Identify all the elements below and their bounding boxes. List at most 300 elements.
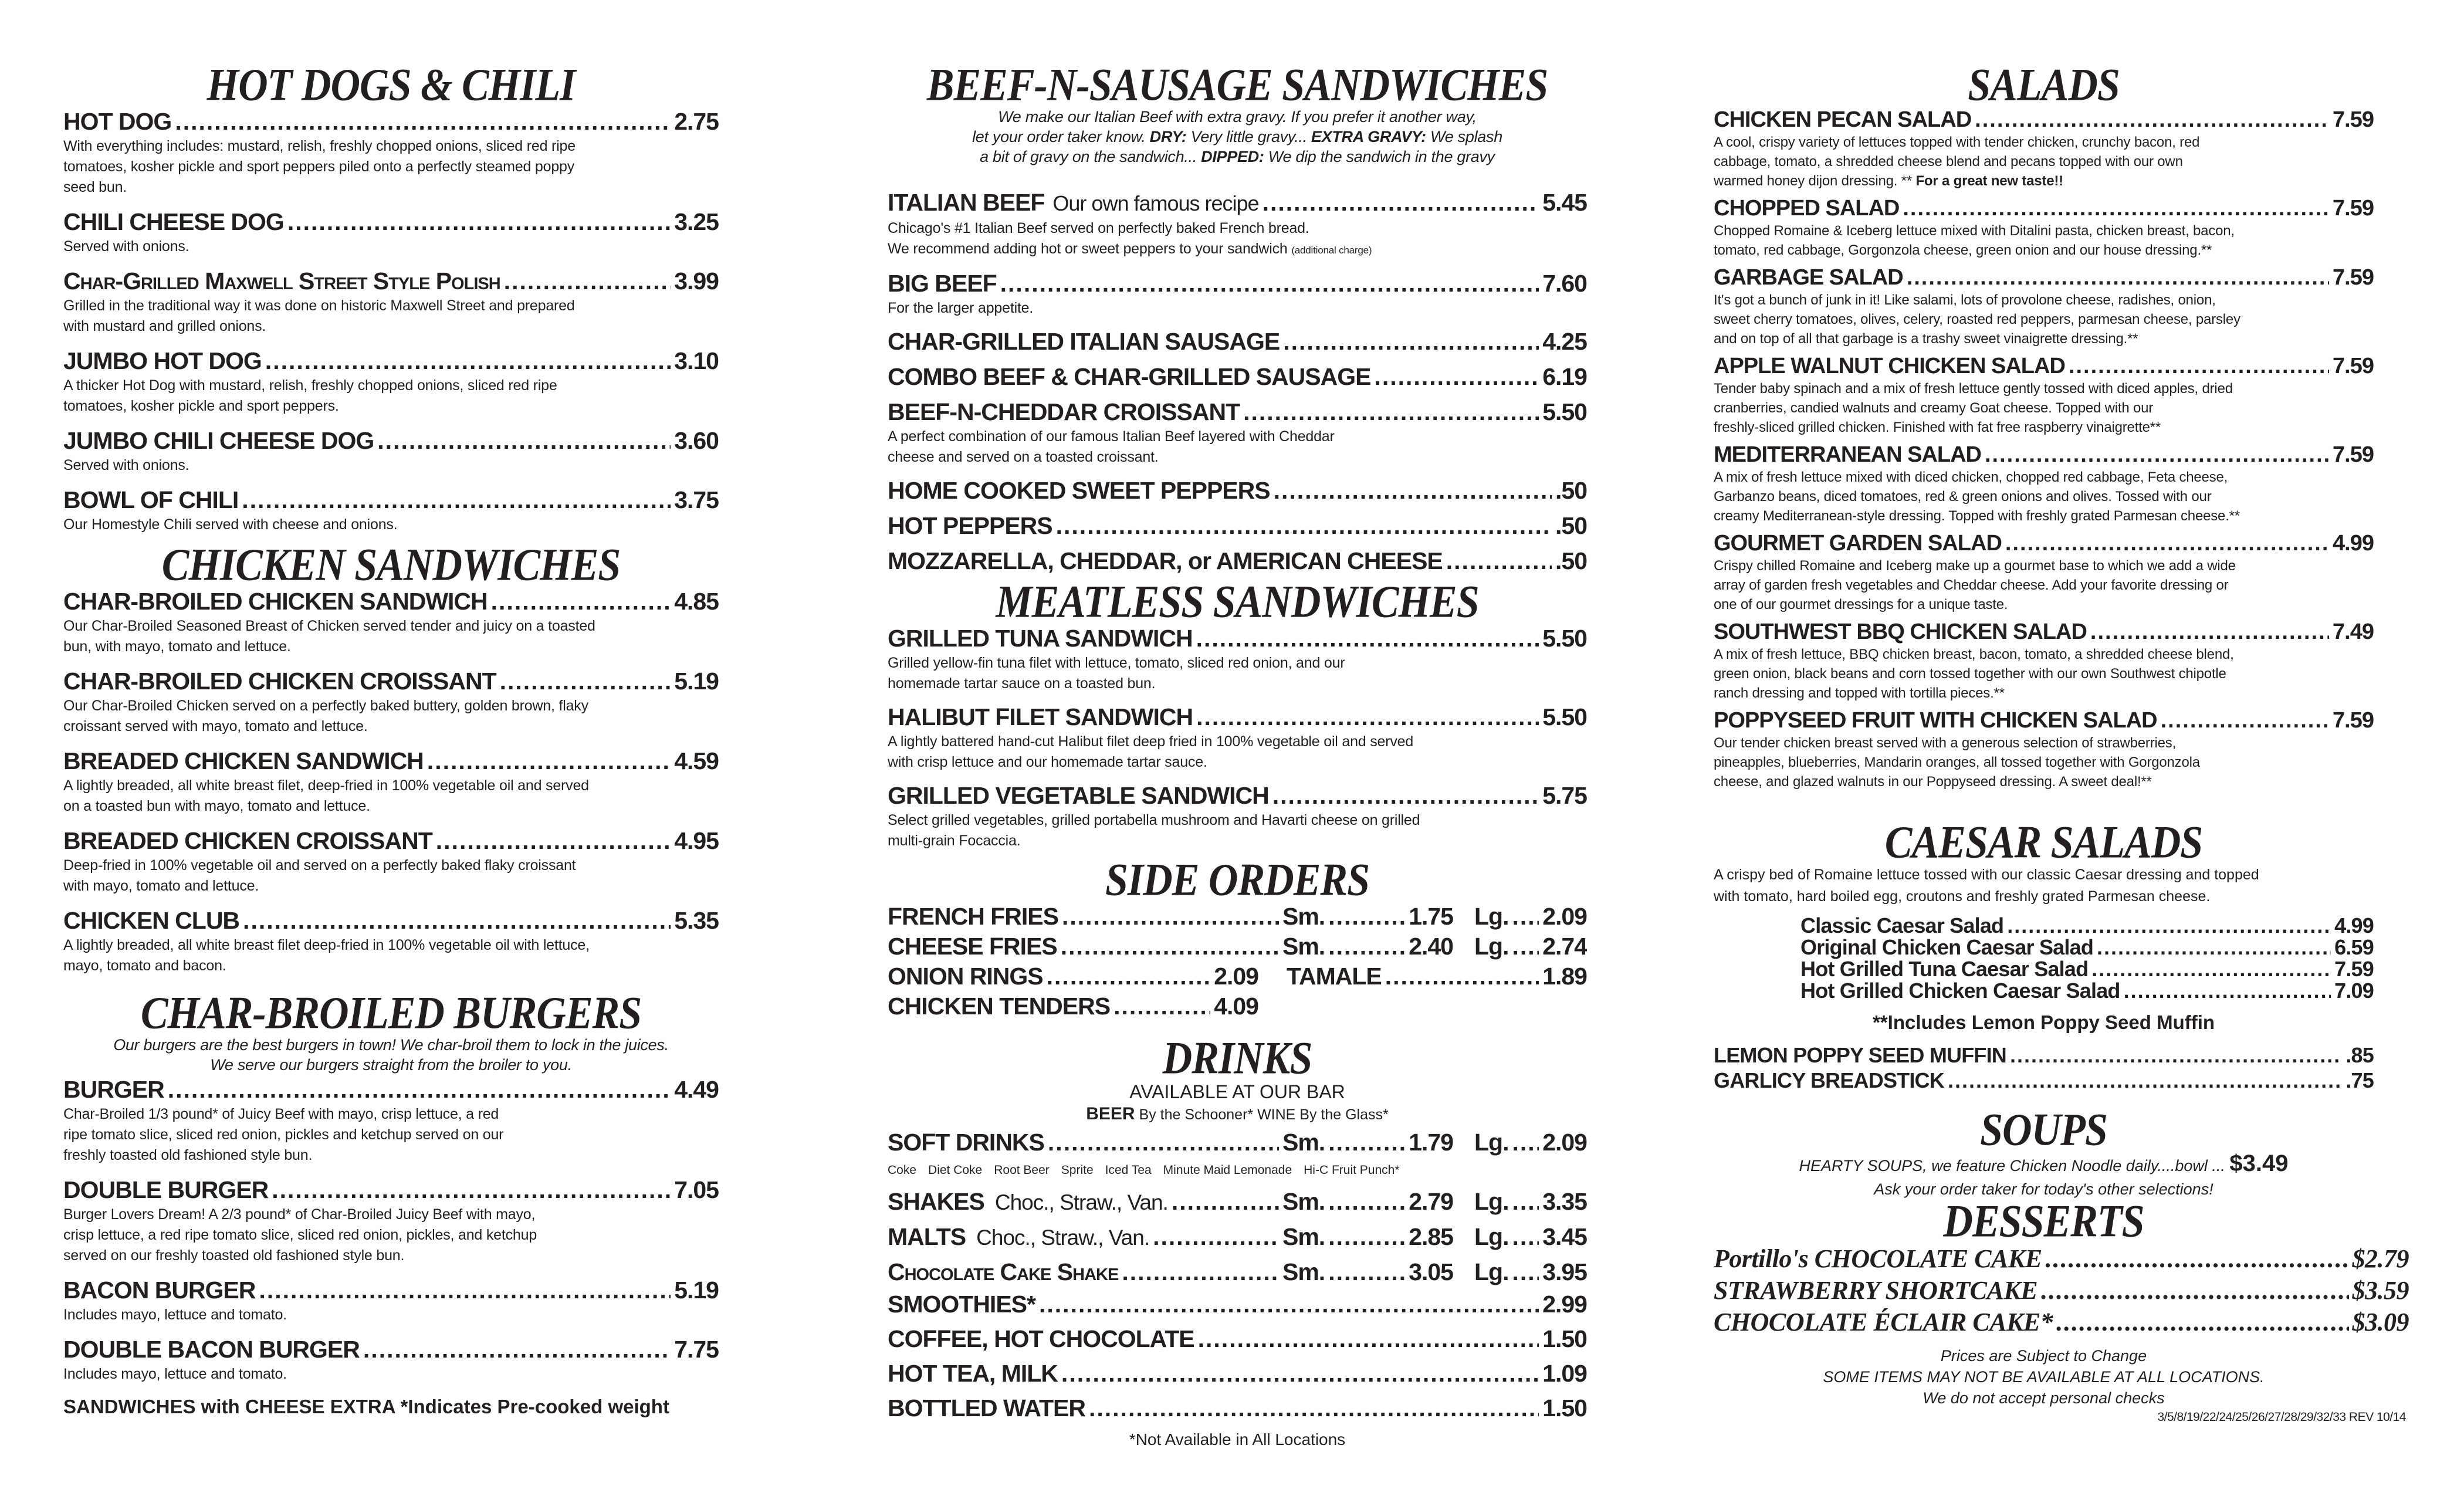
item-title-row <box>63 207 719 236</box>
menu-item <box>63 207 719 257</box>
dot-leader <box>1328 902 1405 932</box>
large-size-price <box>1474 1220 1587 1255</box>
large-size-price <box>1474 1255 1587 1289</box>
item-flavors: Choc., Straw., Van. <box>994 1190 1168 1214</box>
item-description: pineapples, blueberries, Mandarin oranges, all tossed together with Gorgonzola <box>1714 754 2200 770</box>
description-text: warmed honey dijon dressing. ** <box>1714 173 1916 189</box>
item-price: 2.40 <box>1409 933 1453 960</box>
item-price: 7.49 <box>2333 620 2374 644</box>
section-heading: CHICKEN SANDWICHES <box>161 540 621 591</box>
item-description: tomato, red cabbage, Gorgonzola cheese, green onion and our house dressing.** <box>1714 242 2212 258</box>
soft-drink-option: Sprite <box>1061 1163 1094 1177</box>
dot-leader <box>1089 1393 1539 1423</box>
item-description: A lightly battered hand-cut Halibut filet deep fried in 100% vegetable oil and served <box>888 733 1414 750</box>
side-order-row <box>888 962 1587 991</box>
item-price: 5.35 <box>674 907 719 934</box>
menu-footnote: SANDWICHES with CHEESE EXTRA *Indicates Pre-cooked weight <box>63 1396 669 1417</box>
menu-item <box>63 587 719 657</box>
item-description: ripe tomato slice, sliced red onion, pickles and ketchup served on our <box>63 1126 504 1143</box>
sized-item <box>888 932 1587 962</box>
item-price: 5.50 <box>1542 398 1587 425</box>
item-title-row <box>63 107 719 136</box>
small-size-price <box>1282 1184 1453 1220</box>
item-description: Crispy chilled Romaine and Iceberg make up a gourmet base to which we add a wide <box>1714 558 2236 574</box>
item-title-row <box>1714 442 2374 468</box>
dot-leader <box>1948 1068 2342 1093</box>
item-price: 4.09 <box>1214 993 1258 1020</box>
item-name: CHICKEN TENDERS <box>888 993 1111 1020</box>
emphasis-text: DRY: <box>1149 128 1187 145</box>
item-name: CHICKEN CLUB <box>63 907 240 934</box>
item-description: ranch dressing and topped with tortilla pieces.** <box>1714 685 2005 701</box>
dot-leader <box>1000 269 1539 298</box>
item-description: crisp lettuce, a red ripe tomato slice, sliced red onion, pickles, and ketchup <box>63 1227 537 1243</box>
text-segment: We make our Italian Beef with extra gravy. If you prefer it another way, <box>998 108 1477 126</box>
item-description: green onion, black beans and corn tossed together with our own Southwest chipotle <box>1714 666 2226 682</box>
item-price: 2.09 <box>1542 1129 1587 1156</box>
dot-leader <box>1328 1220 1405 1254</box>
item-title-row <box>63 266 719 296</box>
item-title-row <box>888 269 1587 298</box>
dot-leader <box>1061 932 1279 962</box>
dot-leader <box>265 346 671 375</box>
item-name: Hot Grilled Tuna Caesar Salad <box>1800 957 2089 981</box>
menu-item <box>888 1324 1587 1353</box>
size-label: Sm. <box>1282 1188 1325 1215</box>
item-name: Original Chicken Caesar Salad <box>1800 935 2094 959</box>
item-description: Deep-fried in 100% vegetable oil and served on a perfectly baked flaky croissant <box>63 857 576 874</box>
item-description: Garbanzo beans, diced tomatoes, red & green onions and olives. Tossed with our <box>1714 489 2212 505</box>
item-name: HALIBUT FILET SANDWICH <box>888 703 1193 730</box>
dot-leader <box>2097 936 2331 958</box>
item-name: BOTTLED WATER <box>888 1395 1085 1421</box>
menu-item <box>63 1175 719 1266</box>
item-description: cabbage, tomato, a shredded cheese blend and pecans topped with our own <box>1714 154 2183 170</box>
dot-leader <box>1172 1184 1279 1219</box>
dot-leader <box>377 426 671 455</box>
dot-leader <box>1283 327 1539 356</box>
middle-column <box>888 0 1587 1451</box>
menu-item <box>63 266 719 337</box>
item-name: MALTS <box>888 1223 966 1250</box>
item-title-row <box>888 1393 1587 1423</box>
item-title-row <box>63 426 719 455</box>
item-name: BIG BEEF <box>888 270 997 297</box>
soft-drink-list <box>888 1160 1587 1181</box>
item-price: .75 <box>2345 1068 2374 1092</box>
dot-leader <box>1907 265 2329 290</box>
dot-leader <box>1153 1220 1279 1254</box>
item-description: Includes mayo, lettuce and tomato. <box>63 1307 287 1323</box>
item-price: 7.59 <box>2333 265 2374 290</box>
item-name: GARBAGE SALAD <box>1714 265 1903 290</box>
menu-item <box>63 906 719 976</box>
item-description: Our Homestyle Chili served with cheese and onions. <box>63 516 398 533</box>
item-description: Chopped Romaine & Iceberg lettuce mixed with Ditalini pasta, chicken breast, bacon, <box>1714 223 2235 239</box>
item-title-row <box>63 1075 719 1104</box>
menu-item <box>888 1289 1587 1319</box>
dot-leader <box>272 1175 671 1204</box>
item-description: Burger Lovers Dream! A 2/3 pound* of Char-Broiled Juicy Beef with mayo, <box>63 1206 536 1223</box>
item-name: ITALIAN BEEF <box>888 189 1045 216</box>
menu-item <box>888 624 1587 694</box>
dot-leader <box>2046 1243 2349 1275</box>
item-price: 7.75 <box>674 1336 719 1363</box>
item-name: STRAWBERRY SHORTCAKE <box>1714 1276 2038 1305</box>
menu-item <box>63 826 719 896</box>
dot-leader <box>259 1275 671 1305</box>
dot-leader <box>2005 530 2329 556</box>
item-description: sweet cherry tomatoes, olives, celery, roasted red peppers, parmesan cheese, parsley <box>1714 312 2240 327</box>
item-title-row <box>63 587 719 616</box>
item-description: Served with onions. <box>63 457 189 473</box>
item-description: For the larger appetite. <box>888 300 1034 316</box>
item-name: APPLE WALNUT CHICKEN SALAD <box>1714 354 2065 378</box>
item-title-row <box>1714 195 2374 221</box>
item-description: Our Char-Broiled Chicken served on a perfectly baked buttery, golden brown, flaky <box>63 698 588 714</box>
item-name: SMOOTHIES* <box>888 1291 1035 1318</box>
caesar-item <box>1800 980 2374 1001</box>
item-title-row <box>63 746 719 776</box>
item-name: CHAR-BROILED CHICKEN CROISSANT <box>63 668 496 695</box>
dot-leader <box>1274 476 1552 505</box>
item-description: It's got a bunch of junk in it! Like salami, lots of provolone cheese, radishes, onion, <box>1714 292 2216 308</box>
item-description: A lightly breaded, all white breast filet, deep-fried in 100% vegetable oil and served <box>63 777 589 794</box>
item-name: COMBO BEEF & CHAR-GRILLED SAUSAGE <box>888 363 1371 390</box>
item-name: POPPYSEED FRUIT WITH CHICKEN SALAD <box>1714 708 2157 733</box>
item-name: GRILLED TUNA SANDWICH <box>888 625 1193 652</box>
item-description: tomatoes, kosher pickle and sport peppers. <box>63 398 339 414</box>
item-title-row <box>1714 708 2374 733</box>
muffin-note: **Includes Lemon Poppy Seed Muffin <box>1872 1011 2215 1033</box>
item-description: array of garden fresh vegetables and Cheddar cheese. Add your favorite dressing or <box>1714 577 2229 593</box>
caesar-item <box>1800 936 2374 958</box>
item-name: Char-Grilled Maxwell Street Style Polish <box>63 268 500 295</box>
item-price: 7.59 <box>2333 196 2374 221</box>
menu-item <box>63 1275 719 1325</box>
dot-leader <box>287 207 671 236</box>
soft-drink-option: Iced Tea <box>1105 1163 1152 1177</box>
item-description: with mayo, tomato and lettuce. <box>63 878 259 894</box>
item-name: HOT DOG <box>63 108 172 135</box>
dot-leader <box>1198 1324 1539 1353</box>
item-price: 2.09 <box>1214 963 1258 990</box>
item-price: 3.45 <box>1542 1223 1587 1250</box>
menu-item <box>888 188 1587 260</box>
dot-leader <box>1039 1289 1539 1319</box>
item-title-row <box>888 476 1587 505</box>
section-heading: SALADS <box>1968 60 2120 111</box>
item-price: 2.09 <box>1542 903 1587 930</box>
item-name: FRENCH FRIES <box>888 903 1058 930</box>
menu-item <box>888 781 1587 851</box>
item-price: 1.50 <box>1542 1395 1587 1421</box>
dot-leader <box>363 1335 671 1364</box>
dot-leader <box>2010 1043 2342 1068</box>
dot-leader <box>1243 397 1539 427</box>
menu-item <box>888 362 1587 391</box>
small-size-price <box>1282 1220 1453 1255</box>
item-name-cell <box>888 1255 1282 1289</box>
dot-leader <box>243 906 671 935</box>
dot-leader <box>1512 1220 1539 1254</box>
item-title-row <box>888 781 1587 810</box>
dot-leader <box>1512 1255 1539 1289</box>
sized-item <box>888 1255 1587 1289</box>
item-description: with mustard and grilled onions. <box>63 318 266 334</box>
item-name: Hot Grilled Chicken Caesar Salad <box>1800 979 2120 1003</box>
sized-item <box>888 1220 1587 1255</box>
item-name: SOUTHWEST BBQ CHICKEN SALAD <box>1714 620 2087 644</box>
dot-leader <box>1113 991 1210 1021</box>
dot-leader <box>1512 1184 1539 1219</box>
item-description: bun, with mayo, tomato and lettuce. <box>63 638 291 655</box>
item-price: 1.50 <box>1542 1325 1587 1352</box>
item-description: A lightly breaded, all white breast filet deep-fried in 100% vegetable oil with lettuce, <box>63 937 590 953</box>
item-title-row <box>888 702 1587 732</box>
menu-item <box>888 1393 1587 1423</box>
item-description: cheese, and glazed walnuts in our Poppyseed dressing. A sweet deal!** <box>1714 774 2152 790</box>
item-description: Char-Broiled 1/3 pound* of Juicy Beef with mayo, crisp lettuce, a red <box>63 1106 499 1122</box>
soft-drink-option: Diet Coke <box>928 1163 983 1177</box>
menu-item <box>1714 442 2374 526</box>
item-title-row <box>888 362 1587 391</box>
item-price: 1.09 <box>1542 1360 1587 1387</box>
item-price: 4.25 <box>1542 328 1587 355</box>
item-description: Our Char-Broiled Seasoned Breast of Chicken served tender and juicy on a toasted <box>63 618 595 634</box>
item-name: COFFEE, HOT CHOCOLATE <box>888 1325 1194 1352</box>
item-description: mayo, tomato and bacon. <box>63 957 226 974</box>
item-title-row <box>63 906 719 935</box>
dot-leader <box>1446 546 1552 576</box>
item-flavors: Choc., Straw., Van. <box>976 1226 1150 1250</box>
item-name-cell <box>888 1184 1282 1220</box>
item-description <box>888 239 1587 260</box>
dessert-item <box>1714 1275 2409 1307</box>
item-name: CHEESE FRIES <box>888 933 1057 960</box>
item-price: 3.05 <box>1409 1258 1453 1285</box>
item-name: CHILI CHEESE DOG <box>63 208 284 235</box>
item-description: and on top of all that garbage is a trashy sweet vinaigrette dressing.** <box>1714 331 2138 347</box>
item-description: cranberries, candied walnuts and creamy Goat cheese. Topped with our <box>1714 400 2154 416</box>
menu-item <box>888 511 1587 540</box>
item-price: $2.79 <box>2352 1244 2409 1273</box>
section-heading: CHAR-BROILED BURGERS <box>140 988 642 1039</box>
item-price: 7.59 <box>2334 957 2374 981</box>
menu-item <box>888 546 1587 576</box>
item-title-row <box>888 1289 1587 1319</box>
beer-wine-line <box>888 1104 1587 1125</box>
item-name: HOT TEA, MILK <box>888 1360 1058 1387</box>
size-label: Lg. <box>1474 1129 1509 1156</box>
menu-item <box>1714 353 2374 437</box>
description-aside: (additional charge) <box>1291 245 1372 256</box>
item-description: seed bun. <box>63 179 127 195</box>
size-label: Lg. <box>1474 903 1509 930</box>
text-segment: Our burgers are the best burgers in town! We char-broil them to lock in the juices. <box>113 1036 669 1054</box>
dot-leader <box>2161 708 2329 733</box>
item-name: BEEF-N-CHEDDAR CROISSANT <box>888 398 1240 425</box>
item-price: 5.45 <box>1542 189 1587 216</box>
item-title-row <box>63 485 719 515</box>
item-price: 2.99 <box>1542 1291 1587 1318</box>
dot-leader <box>1328 1125 1405 1160</box>
dot-leader <box>1985 442 2329 468</box>
item-price: 3.25 <box>674 208 719 235</box>
item-price: 5.19 <box>674 668 719 695</box>
dot-leader <box>1122 1255 1279 1289</box>
text-segment: let your order taker know. <box>972 128 1150 145</box>
revision-code: 3/5/8/19/22/24/25/26/27/28/29/32/33 REV 10/14 <box>2157 1410 2406 1424</box>
large-size-price <box>1474 1125 1587 1160</box>
item-title-row <box>1714 107 2374 133</box>
item-title-row <box>888 511 1587 540</box>
item-title-row <box>888 1324 1587 1353</box>
item-price: 7.59 <box>2333 708 2374 733</box>
dot-leader <box>1328 1255 1405 1289</box>
size-label: Lg. <box>1474 933 1509 960</box>
caesar-item <box>1800 958 2374 980</box>
item-title-row <box>888 624 1587 653</box>
item-description: creamy Mediterranean-style dressing. Topped with freshly grated Parmesan cheese.** <box>1714 508 2240 524</box>
menu-item <box>1714 619 2374 703</box>
intro-line <box>888 147 1587 167</box>
item-title-row <box>63 666 719 696</box>
menu-item <box>63 426 719 476</box>
item-price: .85 <box>2345 1043 2374 1067</box>
item-price: 3.60 <box>674 427 719 454</box>
dot-leader <box>1512 932 1539 962</box>
item-description: freshly-sliced grilled chicken. Finished with fat free raspberry vinaigrette** <box>1714 419 2161 435</box>
intro-line <box>63 1055 719 1075</box>
item-price: 2.75 <box>674 108 719 135</box>
item-name: HOME COOKED SWEET PEPPERS <box>888 477 1270 504</box>
size-label: Sm. <box>1282 1258 1325 1285</box>
dot-leader <box>1328 1184 1405 1219</box>
item-price: 6.59 <box>2334 935 2374 959</box>
item-price: 5.19 <box>674 1277 719 1304</box>
soft-drink-option: Hi-C Fruit Punch* <box>1304 1163 1400 1177</box>
item-price: 3.75 <box>674 486 719 513</box>
item-description: Select grilled vegetables, grilled portabella mushroom and Havarti cheese on grilled <box>888 812 1420 828</box>
soft-drink-option: Coke <box>888 1163 917 1177</box>
item-title-row <box>63 1335 719 1364</box>
caesar-description <box>1714 864 2374 908</box>
dot-leader <box>1512 1125 1539 1160</box>
dot-leader <box>1061 1359 1539 1388</box>
emphasis-text: BEER <box>1086 1104 1135 1123</box>
item-name: CHOCOLATE ÉCLAIR CAKE* <box>1714 1308 2053 1336</box>
item-name: GARLICY BREADSTICK <box>1714 1068 1944 1092</box>
item-price: 4.85 <box>674 588 719 615</box>
dot-leader <box>1056 511 1552 540</box>
item-price: 1.79 <box>1409 1129 1453 1156</box>
sized-item <box>888 902 1587 932</box>
dessert-item <box>1714 1243 2409 1275</box>
item-name: SHAKES <box>888 1188 984 1215</box>
sized-item <box>888 1125 1587 1160</box>
item-name-cell <box>888 932 1282 962</box>
dot-leader <box>1328 932 1405 962</box>
description-line: with tomato, hard boiled egg, croutons and freshly grated Parmesan cheese. <box>1714 888 2211 905</box>
large-size-price <box>1474 902 1587 932</box>
item-title-row <box>1714 265 2374 290</box>
menu-item <box>63 485 719 535</box>
small-size-price <box>1282 1255 1453 1289</box>
item-name: BOWL OF CHILI <box>63 486 239 513</box>
item-name: CHOPPED SALAD <box>1714 196 1900 221</box>
text-segment: a bit of gravy on the sandwich... <box>980 148 1201 165</box>
item-description: A mix of fresh lettuce mixed with diced chicken, chopped red cabbage, Feta cheese, <box>1714 469 2228 485</box>
item-name: BREADED CHICKEN CROISSANT <box>63 827 432 854</box>
item-name: JUMBO HOT DOG <box>63 347 262 374</box>
item-description: A thicker Hot Dog with mustard, relish, freshly chopped onions, sliced red ripe <box>63 377 557 394</box>
dot-leader <box>168 1075 671 1104</box>
menu-item <box>888 702 1587 773</box>
item-title-row <box>63 826 719 855</box>
dot-leader <box>1975 107 2329 133</box>
menu-item <box>888 397 1587 468</box>
size-label: Sm. <box>1282 1129 1325 1156</box>
menu-item <box>1714 107 2374 191</box>
item-description: With everything includes: mustard, relish, freshly chopped onions, sliced red ripe <box>63 138 576 154</box>
side-order-item <box>888 962 1258 991</box>
item-name-cell <box>888 1125 1282 1160</box>
item-name: DOUBLE BACON BURGER <box>63 1336 360 1363</box>
dot-leader <box>1374 362 1539 391</box>
item-description: A perfect combination of our famous Italian Beef layered with Cheddar <box>888 428 1335 445</box>
dot-leader <box>1062 902 1279 932</box>
item-title-row <box>63 1275 719 1305</box>
menu-item <box>63 107 719 198</box>
item-name: ONION RINGS <box>888 963 1043 990</box>
dot-leader <box>1512 902 1539 932</box>
item-price: 5.50 <box>1542 703 1587 730</box>
dot-leader <box>2090 619 2329 645</box>
extra-item <box>1714 1068 2374 1093</box>
item-price: 7.59 <box>2333 107 2374 132</box>
dessert-item <box>1714 1307 2409 1338</box>
item-name: JUMBO CHILI CHEESE DOG <box>63 427 374 454</box>
item-title-row <box>1714 353 2374 379</box>
item-description: Includes mayo, lettuce and tomato. <box>63 1366 287 1382</box>
item-description: with crisp lettuce and our homemade tartar sauce. <box>888 754 1207 770</box>
item-name: HOT PEPPERS <box>888 512 1052 539</box>
item-name: MOZZARELLA, CHEDDAR, or AMERICAN CHEESE <box>888 547 1443 574</box>
small-size-price <box>1282 902 1453 932</box>
text-segment: Ask your order taker for today's other selections! <box>1874 1180 2213 1198</box>
dot-leader <box>1263 188 1539 217</box>
item-price: 5.75 <box>1542 782 1587 809</box>
dot-leader <box>1196 624 1539 653</box>
item-description: on a toasted bun with mayo, tomato and lettuce. <box>63 798 370 814</box>
item-title-row <box>888 397 1587 427</box>
item-description: Grilled in the traditional way it was done on historic Maxwell Street and prepared <box>63 297 575 314</box>
size-label: Sm. <box>1282 903 1325 930</box>
section-heading: CAESAR SALADS <box>1884 817 2203 868</box>
dot-leader <box>436 826 671 855</box>
item-price: 7.59 <box>2333 442 2374 467</box>
item-price: 7.09 <box>2334 979 2374 1003</box>
soup-line <box>1714 1152 2374 1177</box>
text-segment: We dip the sandwich in the gravy <box>1264 148 1495 165</box>
description-highlight: For a great new taste!! <box>1915 173 2063 189</box>
item-name: Chocolate Cake Shake <box>888 1258 1119 1285</box>
item-description: croissant served with mayo, tomato and lettuce. <box>63 718 368 735</box>
right-column <box>1714 0 2409 1426</box>
side-order-item <box>1287 962 1587 991</box>
item-description: multi-grain Focaccia. <box>888 832 1021 849</box>
